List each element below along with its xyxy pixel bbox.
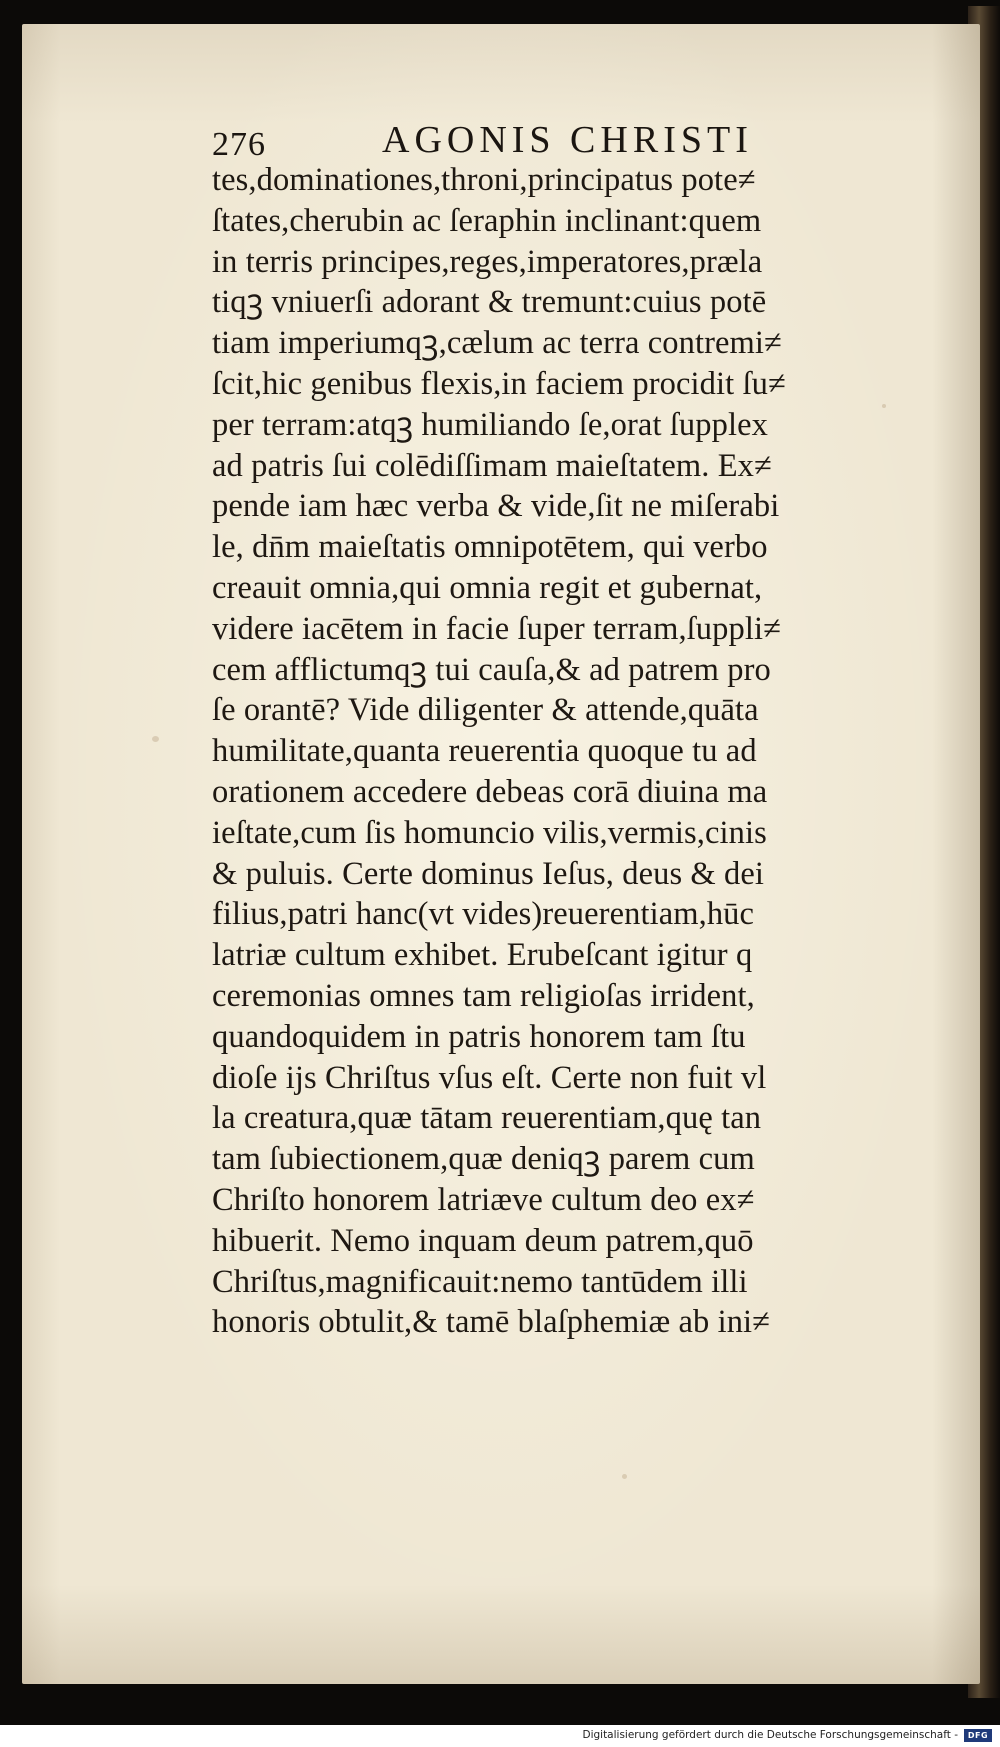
page-number: 276 [212, 126, 266, 163]
paper-stain [622, 1474, 627, 1479]
text-line: ſtates,cherubin ac ſeraphin inclinant:quem [212, 202, 762, 239]
text-line: tam ſubiectionem,quæ deniqꝫ parem cum [212, 1141, 755, 1178]
text-line: Chriſtus,magnificauit:nemo tantūdem illi [212, 1263, 748, 1300]
body-text [212, 160, 932, 1343]
running-title: AGONIS CHRISTI [382, 119, 753, 161]
book-page [22, 24, 980, 1684]
text-line: quandoquidem in patris honorem tam ſtu [212, 1018, 746, 1055]
paper-stain [152, 736, 159, 742]
text-line: la creatura,quæ tātam reuerentiam,quę tan [212, 1100, 762, 1137]
text-line: Chriſto honorem latriæve cultum deo ex≠ [212, 1181, 755, 1218]
text-line: honoris obtulit,& tamē blaſphemiæ ab ini≠ [212, 1304, 771, 1341]
text-line: latriæ cultum exhibet. Erubeſcant igitur q [212, 937, 753, 974]
text-line: tes,dominationes,throni,principatus pote≠ [212, 162, 756, 198]
text-line: per terram:atqꝫ humiliando ſe,orat ſupplex [212, 406, 768, 443]
text-line: cem afflictumqꝫ tui cauſa,& ad patrem pro [212, 651, 771, 688]
text-line: in terris principes,reges,imperatores,prælа [212, 243, 763, 280]
digitization-footer [0, 1725, 1000, 1747]
text-line: & puluis. Certe dominus Ieſus, deus & dei [212, 855, 765, 892]
text-line: ſcit,hic genibus flexis,in faciem procidit ſu≠ [212, 365, 786, 402]
text-line: tiam imperiumqꝫ,cælum ac terra contremi≠ [212, 325, 782, 362]
text-line: pende iam hæc verba & vide,ſit ne miſerabi [212, 488, 780, 525]
text-line: videre iacētem in facie ſuper terram,ſuppli≠ [212, 610, 782, 647]
text-line: ad patris ſui colēdiſſimam maieſtatem. Ex≠ [212, 447, 772, 484]
text-line: orationem accedere debeas corā diuina ma [212, 773, 768, 810]
text-line: ieſtate,cum ſis homuncio vilis,vermis,cinis [212, 814, 767, 851]
text-line: creauit omnia,qui omnia regit et gubernat, [212, 569, 763, 606]
text-line: ceremonias omnes tam religioſas irrident, [212, 977, 755, 1014]
text-line: humilitate,quanta reuerentia quoque tu ad [212, 733, 757, 770]
text-line: filius,patri hanc(vt vides)reuerentiam,hūc [212, 896, 755, 933]
text-line: tiqꝫ vniuerſi adorant & tremunt:cuius potē [212, 284, 767, 321]
text-line: dioſe ijs Chriſtus vſus eſt. Certe non fuit vl [212, 1059, 767, 1096]
text-line: ſe orantē? Vide diligenter & attende,quāta [212, 692, 759, 729]
dfg-logo-icon: DFG [964, 1729, 992, 1742]
funding-credit: Digitalisierung gefördert durch die Deutsche Forschungsgemeinschaft - [582, 1729, 958, 1741]
text-line: le, dn̄m maieſtatis omnipotētem, qui verbo [212, 529, 768, 566]
text-line: hibuerit. Nemo inquam deum patrem,quō [212, 1222, 754, 1259]
